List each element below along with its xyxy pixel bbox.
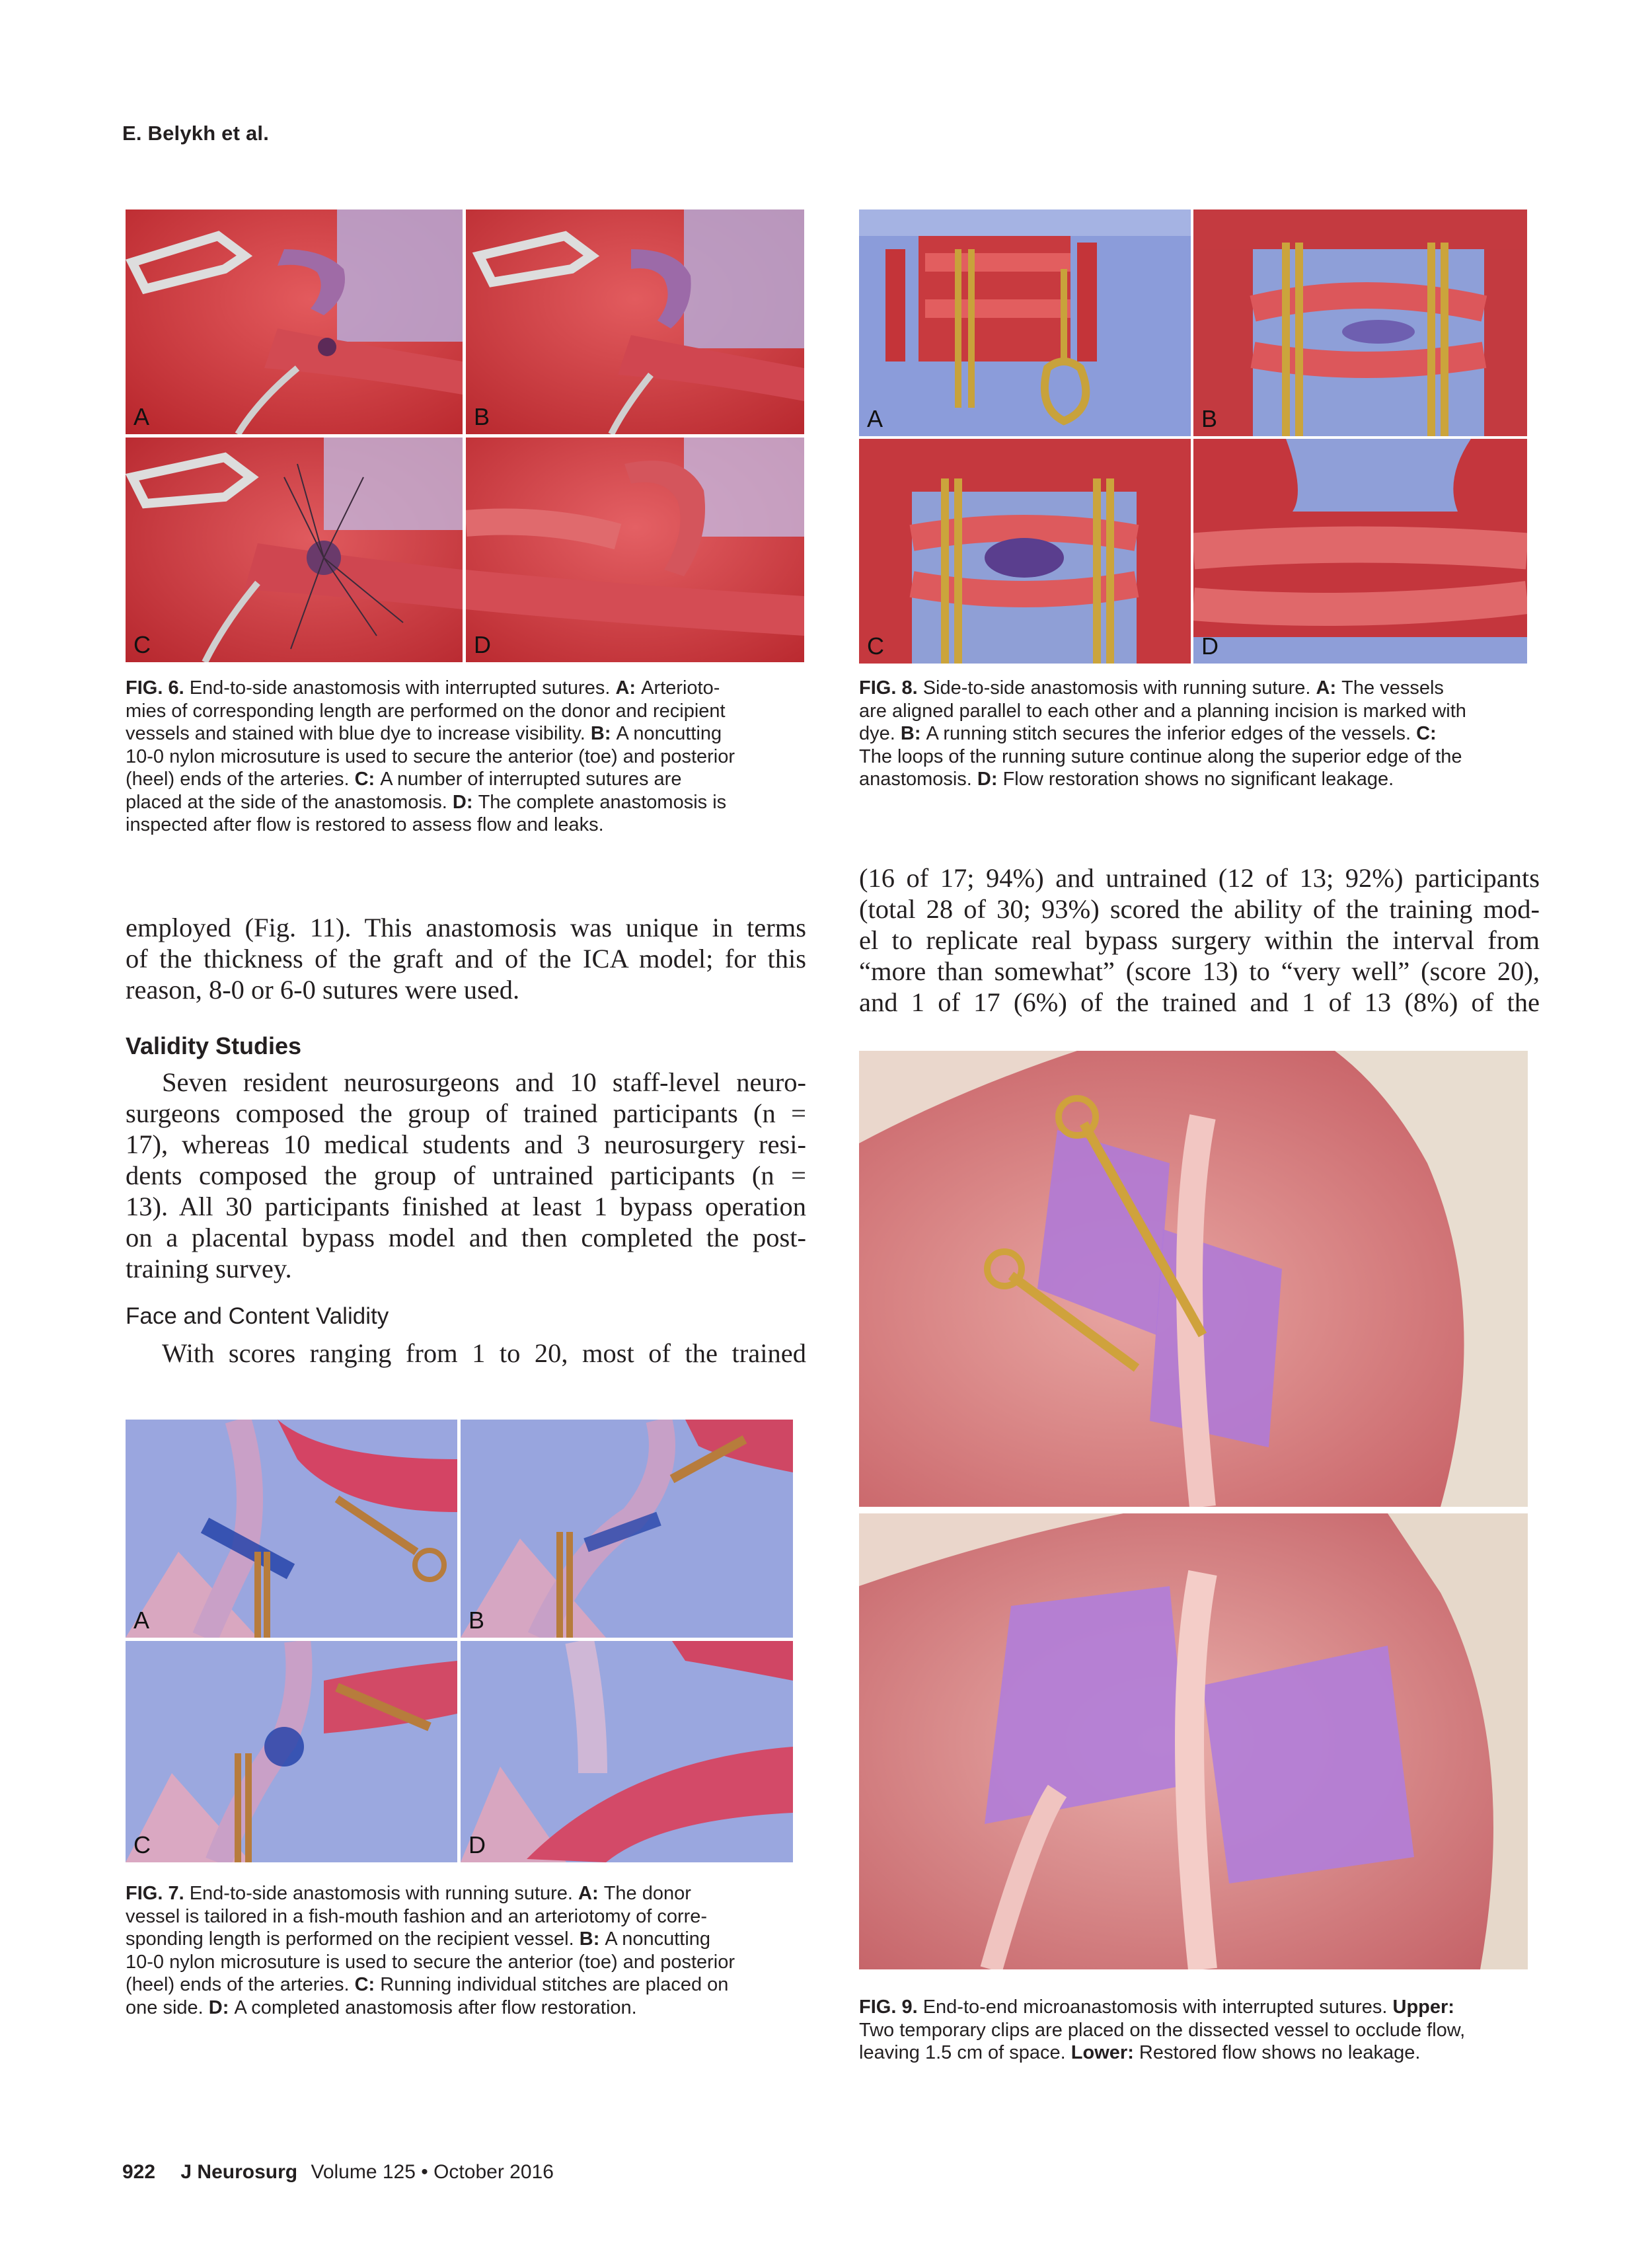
text-line: and 1 of 17 (6%) of the trained and 1 of 13 (8%) of the [859,987,1540,1017]
running-head: E. Belykh et al. [122,122,270,145]
caption-line: vessels and stained with blue dye to increase visibility. B: A noncutting [126,723,722,744]
fig7-label-b: B [469,1607,485,1634]
fig6-label-d: D [474,631,491,658]
text-line: “more than somewhat” (score 13) to “very well” (score 20), [859,956,1540,986]
left-para-3 [126,1338,806,1369]
fig6-label-c: C [133,631,151,658]
text-line: (total 28 of 30; 93%) scored the ability of the training mod- [859,894,1540,924]
text-line: training survey. [126,1254,292,1283]
fig9-lower-image [859,1513,1528,1969]
caption-line: placed at the side of the anastomosis. D: The complete anastomosis is [126,791,727,813]
fig9-panel-lower [859,1513,1528,1969]
fig8-caption [859,677,1540,791]
text-line: (16 of 17; 94%) and untrained (12 of 13; 92%) participants [859,863,1540,893]
caption-line: 10-0 nylon microsuture is used to secure the anterior (toe) and posterior [126,1951,735,1973]
caption-line: anastomosis. D: Flow restoration shows no significant leakage. [859,769,1394,790]
fig6-panel-b [466,209,804,434]
fig8-label-b: B [1201,405,1218,432]
fig6-label-a: A [133,403,150,430]
text-line: 13). All 30 participants finished at least 1 bypass operation [126,1192,806,1221]
fig7-caption [126,1882,806,2019]
heading-validity-studies: Validity Studies [126,1032,302,1059]
fig9-caption [859,1996,1540,2065]
text-line: el to replicate real bypass surgery within the interval from [859,925,1540,955]
text-line: surgeons composed the group of trained participants (n = [126,1098,806,1128]
text-line: dents composed the group of untrained participants (n = [126,1161,806,1190]
caption-line: (heel) ends of the arteries. C: A number of interrupted sutures are [126,769,682,790]
fig8-panel-c-image [859,439,1191,664]
caption-line: one side. D: A completed anastomosis after flow restoration. [126,1997,637,2018]
caption-line: The loops of the running suture continue along the superior edge of the [859,745,1462,767]
fig7-panel-b [461,1420,793,1638]
fig8-label-c: C [867,632,884,660]
fig8-panel-a [859,209,1191,436]
fig8-panel-c [859,439,1191,664]
text-line: reason, 8-0 or 6-0 sutures were used. [126,975,520,1005]
fig7-panel-d [461,1641,793,1862]
fig8-panel-b-image [1193,209,1527,436]
fig6-panel-a-image [126,209,463,434]
fig6-panel-b-image [466,209,804,434]
fig7-panel-a [126,1420,457,1638]
fig8-label-a: A [867,405,883,432]
fig7-panel-c-image [126,1641,457,1862]
right-para-1 [859,862,1540,1018]
fig7-label-a: A [133,1607,150,1634]
fig8-panel-a-image [859,209,1191,436]
fig7-panel-d-image [461,1641,793,1862]
fig7-label-c: C [133,1831,151,1858]
journal-issue: Volume 125 • October 2016 [311,2161,554,2183]
fig6-panel-d [466,438,804,662]
fig7-panel-c [126,1641,457,1862]
fig7-panel-a-image [126,1420,457,1638]
fig6-caption [126,677,806,837]
caption-line: FIG. 7. End-to-side anastomosis with running suture. A: The donor [126,1883,691,1904]
caption-line: are aligned parallel to each other and a planning incision is marked with [859,700,1466,722]
text-line: With scores ranging from 1 to 20, most of the trained [162,1338,806,1368]
fig6-label-b: B [474,403,490,430]
caption-line: mies of corresponding length are performed on the donor and recipient [126,700,726,722]
text-line: Seven resident neurosurgeons and 10 staff-level neuro- [162,1067,806,1097]
fig8-label-d: D [1201,632,1219,660]
caption-line: FIG. 8. Side-to-side anastomosis with running suture. A: The vessels [859,677,1444,699]
caption-line: 10-0 nylon microsuture is used to secure the anterior (toe) and posterior [126,745,735,767]
fig6-panel-a [126,209,463,434]
left-para-1 [126,912,806,1005]
fig6-panel-d-image [466,438,804,662]
subheading-face-content-validity: Face and Content Validity [126,1303,389,1329]
fig8-panel-d [1193,439,1527,664]
caption-line: leaving 1.5 cm of space. Lower: Restored flow shows no leakage. [859,2042,1421,2063]
fig7-label-d: D [469,1831,486,1858]
fig8-panel-d-image [1193,439,1527,664]
text-line: on a placental bypass model and then completed the post- [126,1223,806,1252]
text-line: 17), whereas 10 medical students and 3 neurosurgery resi- [126,1129,806,1159]
page-number: 922 [122,2161,156,2183]
fig8-panel-b [1193,209,1527,436]
caption-line: FIG. 6. End-to-side anastomosis with interrupted sutures. A: Arterioto- [126,677,720,699]
caption-line: Two temporary clips are placed on the dissected vessel to occlude flow, [859,2019,1466,2041]
caption-line: FIG. 9. End-to-end microanastomosis with interrupted sutures. Upper: [859,1997,1454,2018]
fig6-panel-c-image [126,438,463,662]
caption-line: dye. B: A running stitch secures the inferior edges of the vessels. C: [859,723,1437,744]
left-para-2 [126,1067,806,1284]
fig6-panel-c [126,438,463,662]
caption-line: vessel is tailored in a fish-mouth fashion and an arteriotomy of corre- [126,1905,708,1927]
fig9-panel-upper [859,1051,1528,1507]
fig7-panel-b-image [461,1420,793,1638]
caption-line: (heel) ends of the arteries. C: Running individual stitches are placed on [126,1974,729,1995]
text-line: employed (Fig. 11). This anastomosis was unique in terms [126,913,806,942]
fig9-upper-image [859,1051,1528,1507]
page-footer [122,2161,554,2184]
journal-name: J Neurosurg [180,2161,298,2183]
caption-line: sponding length is performed on the recipient vessel. B: A noncutting [126,1928,711,1950]
caption-line: inspected after flow is restored to assess flow and leaks. [126,814,604,835]
text-line: of the thickness of the graft and of the ICA model; for this [126,944,806,973]
